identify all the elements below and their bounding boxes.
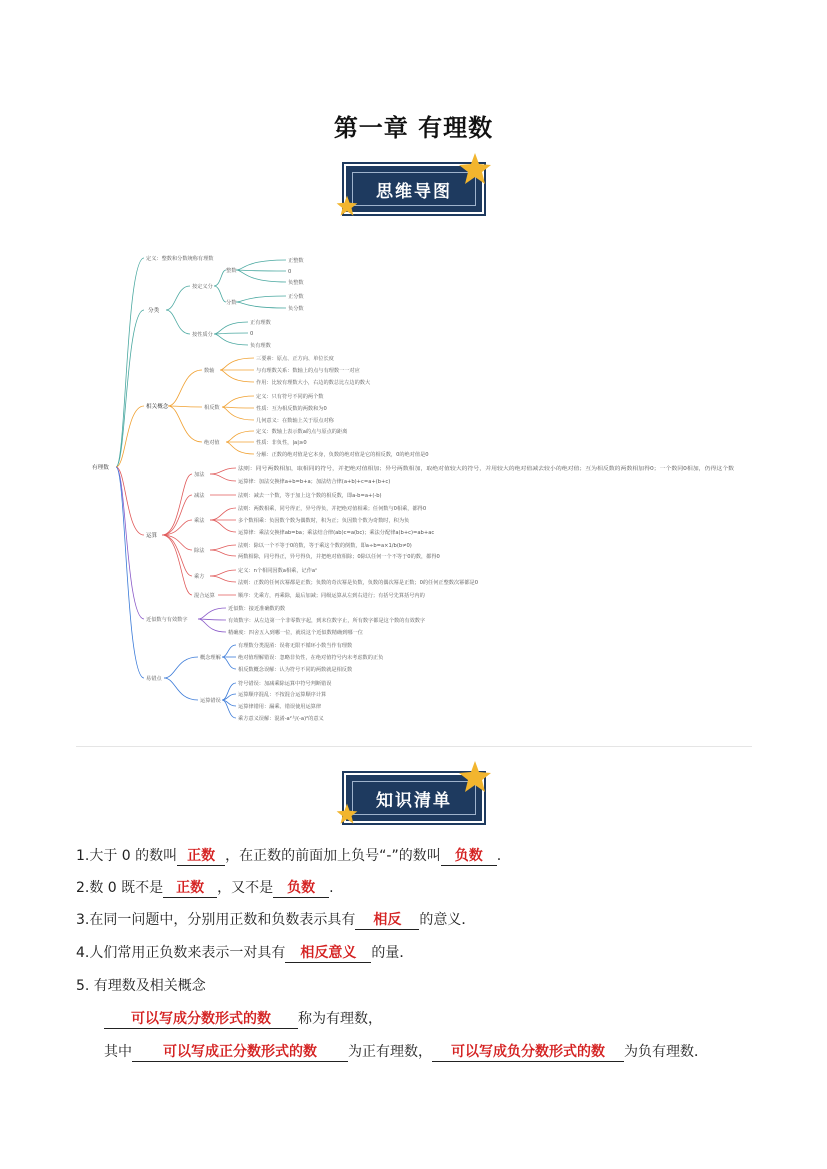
- mm-leaf: 三要素：原点、正方向、单位长度: [256, 356, 334, 362]
- mm-leaf: 定义：数轴上表示数a的点与原点的距离: [256, 429, 348, 435]
- star-icon: [458, 760, 492, 794]
- answer-blank: 相反: [355, 909, 419, 930]
- mm-leaf: 乘方意义误解：混淆-a²与(-a)²的意义: [238, 716, 324, 722]
- star-icon: [336, 195, 358, 217]
- knowledge-item-2: 2.数 0 既不是 正数 ，又不是 负数 .: [76, 877, 334, 898]
- mm-node: 相反数: [204, 405, 220, 411]
- answer-blank: 可以写成负分数形式的数: [432, 1041, 624, 1062]
- answer-blank: 可以写成分数形式的数: [104, 1008, 298, 1029]
- knowledge-item-1: 1.大于 0 的数叫 正数 ，在正数的前面加上负号“-”的数叫 负数 .: [76, 845, 501, 866]
- mm-leaf: 近似数：接近准确数的数: [228, 606, 286, 612]
- mm-leaf: 有效数字：从左边第一个非零数字起，到末位数字止，所有数字都是这个数的有效数字: [228, 618, 426, 624]
- mm-leaf: 精确度：四舍五入到哪一位，就说这个近似数精确到哪一位: [228, 630, 363, 636]
- mindmap-banner-label: 思维导图: [352, 172, 476, 206]
- mm-node: 运算错误: [200, 698, 221, 704]
- knowledge-item-5a: 可以写成分数形式的数 称为有理数，: [104, 1008, 382, 1029]
- mm-node: 正有理数: [250, 320, 271, 326]
- mm-leaf: 顺序：先乘方，再乘除，最后加减；同级运算从左到右进行；有括号先算括号内的: [238, 593, 425, 599]
- answer-blank: 可以写成正分数形式的数: [132, 1041, 348, 1062]
- mm-leaf: 性质：互为相反数的两数和为0: [256, 406, 327, 412]
- mm-leaf: 法则：正数的任何次幂都是正数；负数的奇次幂是负数，负数的偶次幂是正数；0的任何正整数次幂都是0: [238, 580, 479, 586]
- mm-leaf: 运算顺序混乱：不按混合运算顺序计算: [238, 692, 327, 698]
- knowledge-item-5b: 其中 可以写成正分数形式的数 为正有理数， 可以写成负分数形式的数 为负有理数．: [104, 1041, 708, 1062]
- mm-leaf: 运算律：加法交换律a+b=b+a；加法结合律(a+b)+c=a+(b+c): [238, 479, 391, 485]
- mm-leaf: 有理数分类混淆：误将无限不循环小数当作有理数: [238, 643, 353, 649]
- knowledge-item-5: 5. 有理数及相关概念: [76, 978, 206, 994]
- section-divider: [76, 746, 752, 747]
- mm-leaf: 法则：同号两数相加，取相同的符号，并把绝对值相加；异号两数相加，取绝对值较大的符号，并用较大的绝对值减去较小的绝对值；互为相反数的两数相加得0；一个数同0相加，仍得这个数: [238, 466, 676, 472]
- mm-leaf: 与有理数关系：数轴上的点与有理数一一对应: [256, 368, 360, 374]
- star-icon: [458, 152, 492, 186]
- star-icon: [336, 803, 358, 825]
- mm-node: 负整数: [288, 280, 304, 286]
- mm-node: 正分数: [288, 294, 304, 300]
- mm-node: 混合运算: [194, 593, 215, 599]
- mm-node: 按性质分: [192, 332, 213, 338]
- answer-blank: 正数: [163, 877, 217, 898]
- mm-leaf: 法则：两数相乘，同号得正，异号得负，并把绝对值相乘；任何数与0相乘，都得0: [238, 506, 427, 512]
- mm-node: 负分数: [288, 306, 304, 312]
- page-title: 第一章 有理数: [333, 114, 494, 142]
- mm-leaf: 多个数相乘：负因数个数为偶数时，积为正；负因数个数为奇数时，积为负: [238, 518, 410, 524]
- mm-node: 0: [288, 269, 292, 275]
- mm-node: 加法: [194, 472, 205, 478]
- mm-leaf: 相反数概念误解：认为符号不同的两数就是相反数: [238, 667, 353, 673]
- mm-node: 易错点: [146, 676, 162, 682]
- knowledge-item-4: 4.人们常用正负数来表示一对具有 相反意义 的量．: [76, 942, 413, 963]
- mm-node: 分数: [226, 300, 237, 306]
- mm-leaf: 定义：n个相同因数a相乘，记作aⁿ: [238, 568, 318, 574]
- answer-blank: 正数: [177, 845, 225, 866]
- mm-node: 相关概念: [146, 404, 169, 410]
- answer-blank: 负数: [441, 845, 497, 866]
- mm-leaf: 性质：非负性，|a|≥0: [256, 440, 307, 446]
- mm-node: 定义：整数和分数统称有理数: [146, 256, 214, 262]
- mm-node: 减法: [194, 493, 205, 499]
- mind-map: [86, 250, 746, 730]
- mm-leaf: 分解：正数的绝对值是它本身，负数的绝对值是它的相反数，0的绝对值是0: [256, 452, 429, 458]
- mm-root: 有理数: [92, 465, 109, 471]
- mm-node: 负有理数: [250, 343, 271, 349]
- mm-node: 按定义分: [192, 284, 213, 290]
- mm-node: 数轴: [204, 368, 215, 374]
- answer-blank: 相反意义: [285, 942, 371, 963]
- mm-leaf: 两数相除，同号得正，异号得负，并把绝对值相除；0除以任何一个不等于0的数，都得0: [238, 554, 440, 560]
- mm-node: 乘法: [194, 518, 205, 524]
- knowledge-item-3: 3.在同一问题中，分别用正数和负数表示具有 相反 的意义．: [76, 909, 475, 930]
- mm-node: 近似数与有效数字: [146, 617, 188, 623]
- mm-node: 运算: [146, 533, 158, 539]
- mm-node: 整数: [226, 268, 237, 274]
- mm-node: 分类: [148, 308, 160, 314]
- mm-node: 0: [250, 331, 254, 337]
- mm-node: 概念理解: [200, 655, 221, 661]
- mm-leaf: 定义：只有符号不同的两个数: [256, 394, 324, 400]
- mm-leaf: 法则：除以一个不等于0的数，等于乘这个数的倒数，即a÷b=a×1/b(b≠0): [238, 543, 412, 549]
- mm-node: 绝对值: [204, 440, 220, 446]
- mm-leaf: 绝对值理解错误：忽略非负性，在绝对值符号内未考虑数的正负: [238, 655, 384, 661]
- mm-node: 除法: [194, 548, 205, 554]
- mm-leaf: 运算律：乘法交换律ab=ba；乘法结合律(ab)c=a(bc)；乘法分配律a(b+c)=ab+ac: [238, 530, 435, 536]
- mm-leaf: 符号错误：加减乘除运算中符号判断错误: [238, 681, 332, 687]
- mm-node: 乘方: [194, 574, 205, 580]
- mm-leaf: 法则：减去一个数，等于加上这个数的相反数，即a-b=a+(-b): [238, 493, 382, 499]
- mm-leaf: 作用：比较有理数大小，右边的数总比左边的数大: [256, 380, 371, 386]
- mm-leaf: 运算律错用：漏乘、错误使用运算律: [238, 704, 322, 710]
- mm-leaf: 几何意义：在数轴上关于原点对称: [256, 418, 334, 424]
- mm-node: 正整数: [288, 258, 304, 264]
- answer-blank: 负数: [273, 877, 329, 898]
- knowledge-banner-label: 知识清单: [352, 781, 476, 815]
